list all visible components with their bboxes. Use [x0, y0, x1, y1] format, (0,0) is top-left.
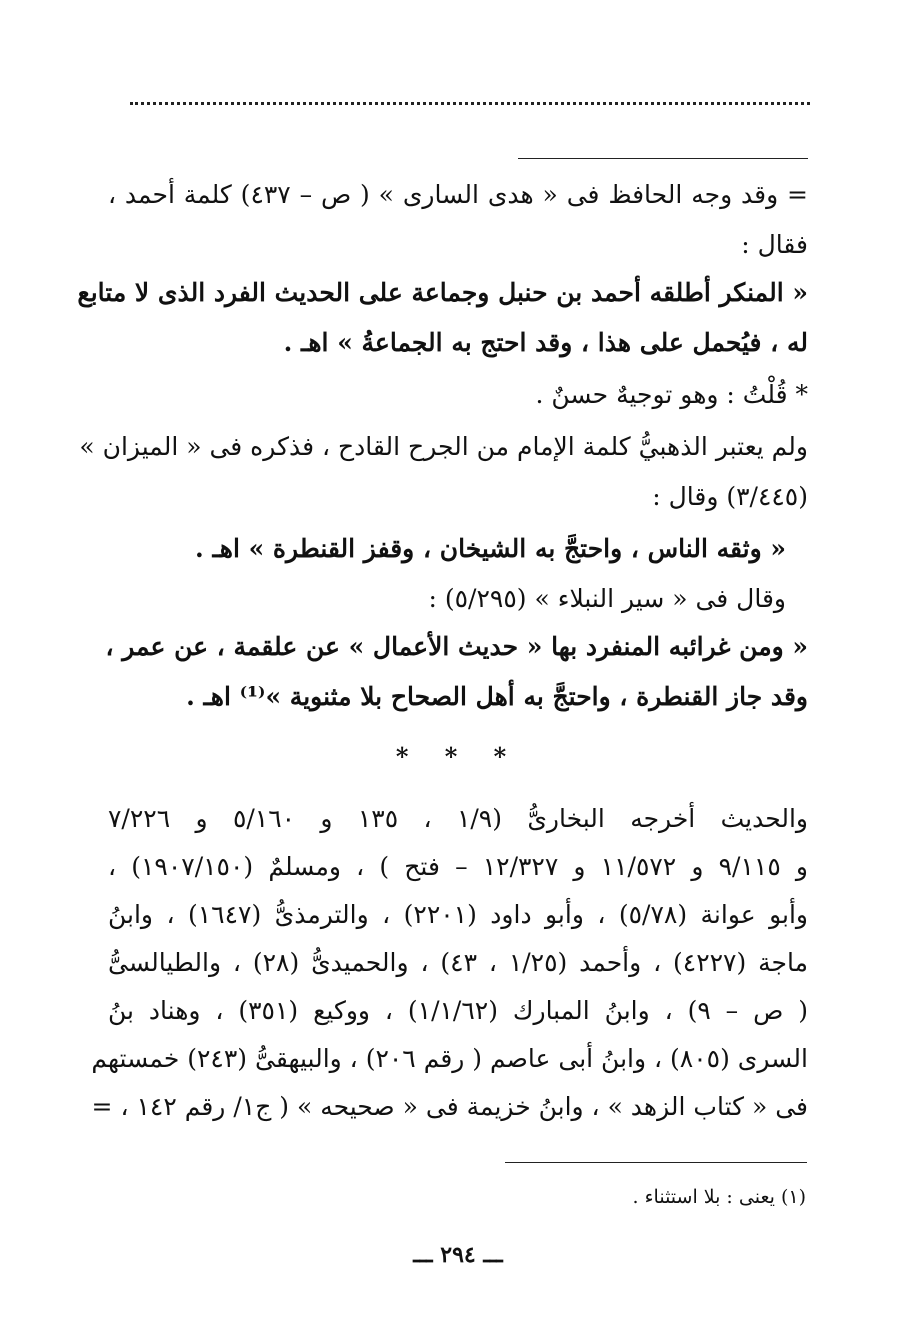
footnote: (١) يعنى : بلا استثناء . — [632, 1186, 806, 1208]
text-line-6: ولم يعتبر الذهبيُّ كلمة الإمام من الجرح القادح ، فذكره فى « الميزان » — [79, 432, 808, 461]
quote-line-2: له ، فيُحمل على هذا ، وقد احتج به الجماعةُ » اهـ . — [283, 328, 808, 357]
footnote-rule — [505, 1162, 807, 1163]
source-line-7: فى « كتاب الزهد » ، وابنُ خزيمة فى « صحيحه » ( ج١/ رقم ١٤٢ ، = — [91, 1092, 808, 1121]
source-line-4: ماجة (٤٢٢٧) ، وأحمد (١/٢٥ ، ٤٣) ، والحميدىُّ (٢٨) ، والطيالسىُّ — [108, 948, 808, 977]
text-line-1: = وقد وجه الحافظ فى « هدى السارى » ( ص – ٤٣٧) كلمة أحمد ، — [108, 180, 808, 209]
text-line-2: فقال : — [741, 230, 808, 259]
text-line-9: وقال فى « سير النبلاء » (٥/٢٩٥) : — [428, 584, 786, 613]
source-line-1: والحديث أخرجه البخارىُّ (١/٩ ، ١٣٥ و ٥/١٦٠ و ٧/٢٢٦ — [108, 804, 809, 833]
page-number: ـــ ٢٩٤ ـــ — [413, 1242, 503, 1268]
source-line-5: ( ص – ٩) ، وابنُ المبارك (١/١/٦٢) ، ووكيع (٣٥١) ، وهناد بنُ — [108, 996, 808, 1025]
source-line-2: و ٩/١١٥ و ١١/٥٧٢ و ١٢/٣٢٧ – فتح ) ، ومسلمٌ (١٩٠٧/١٥٠) ، — [108, 852, 808, 881]
author-remark: * قُلْتُ : وهو توجيهٌ حسنٌ . — [535, 380, 808, 409]
section-separator: * * * — [395, 742, 521, 771]
quote-line-5: وقد جاز القنطرة ، واحتجَّ به أهل الصحاح بلا مثنوية »⁽¹⁾ اهـ . — [186, 682, 808, 711]
quote-line-3: « وثقه الناس ، واحتجَّ به الشيخان ، وقفز القنطرة » اهـ . — [195, 534, 786, 563]
source-line-6: السرى (٨٠٥) ، وابنُ أبى عاصم ( رقم ٢٠٦) ، والبيهقىُّ (٢٤٣) خمستهم — [91, 1044, 808, 1073]
quote-line-1: « المنكر أطلقه أحمد بن حنبل وجماعة على الحديث الفرد الذى لا متابع — [77, 278, 808, 307]
dotted-separator — [130, 102, 810, 105]
text-line-7: (٣/٤٤٥) وقال : — [652, 482, 808, 511]
quote-line-4: « ومن غرائبه المنفرد بها « حديث الأعمال » عن علقمة ، عن عمر ، — [105, 632, 808, 661]
continuation-rule — [518, 158, 808, 159]
source-line-3: وأبو عوانة (٥/٧٨) ، وأبو داود (٢٢٠١) ، والترمذىُّ (١٦٤٧) ، وابنُ — [108, 900, 808, 929]
